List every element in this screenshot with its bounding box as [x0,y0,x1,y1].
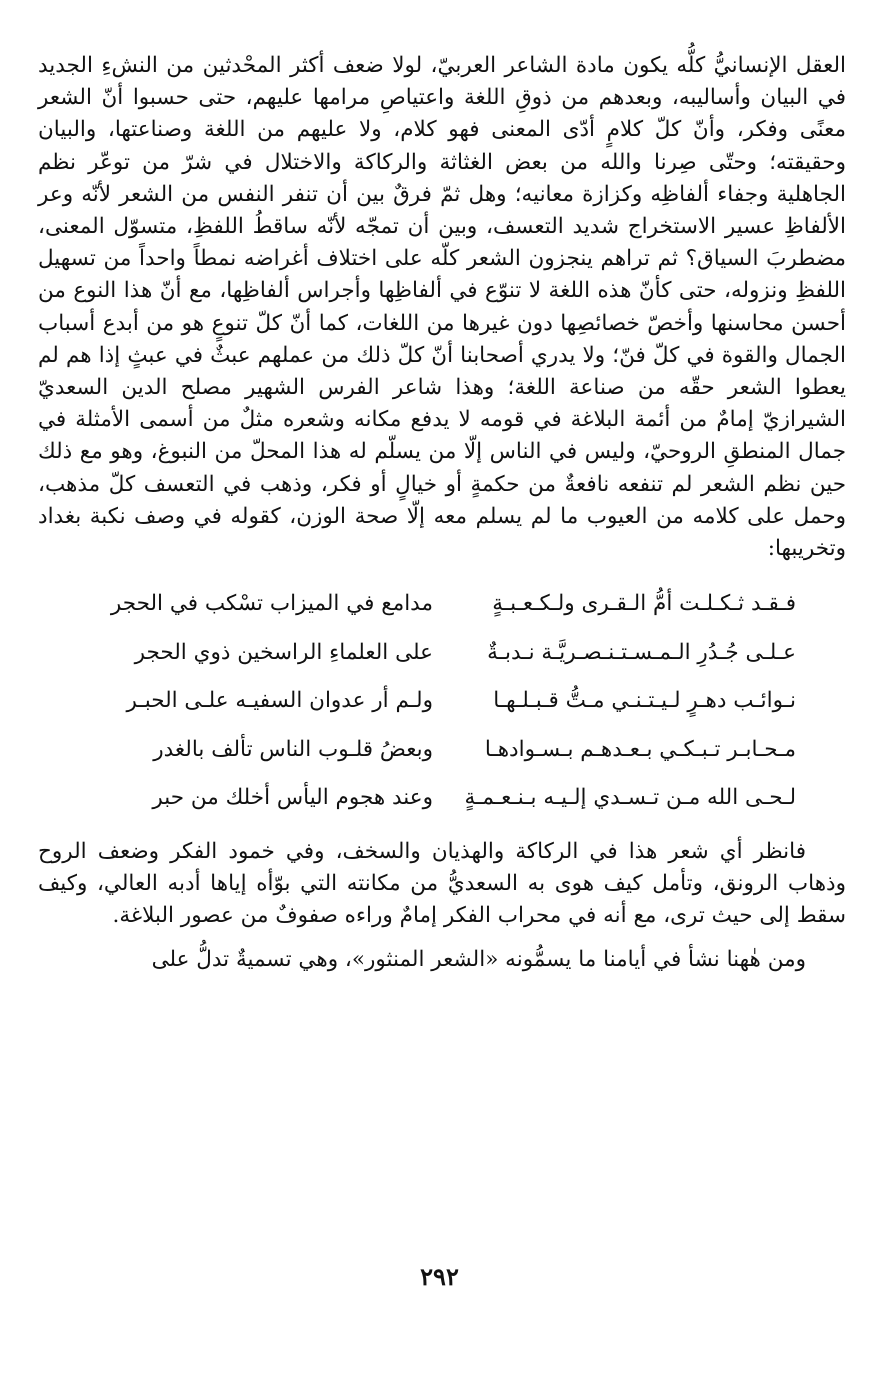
poem-hemistich-second: مدامع في الميزاب تسْكب في الحجر [110,591,433,616]
page-body [38,50,846,977]
poem-verse [38,725,846,774]
poem-verse [38,676,846,725]
poem-verse [38,579,846,628]
poem-hemistich-first: مـحـابـر تـبـكـي بـعـدهـم بـسـوادهـا [484,736,796,762]
poem-hemistich-first: عـلـى جُـدُرِ الـمـسـتـنـصـريَّـة نـدبـةٌ [487,639,796,665]
paragraph-after-poem: فانظر أي شعر هذا في الركاكة والهذيان والسخف، وفي خمود الفكر وضعف الروح وذهاب الرونق، وتأمل كيف هوى به السعديُّ من مكانته التي بوّأه إياها أدبه العالي، وكيف سقط إلى حيث ترى، مع أنه في محراب الفكر إمامٌ وراءه صفوفٌ من عصور البلاغة. [38,838,846,929]
poem-hemistich-second: وبعضُ قلـوب الناس تألف بالغدر [153,736,433,762]
poem-hemistich-first: لـحـى الله مـن تـسـدي إلـيـه بـنـعـمـةٍ [464,785,796,810]
paragraph-opening: العقل الإنسانيُّ كلُّه يكون مادة الشاعر العربيّ، لولا ضعف أكثر المحْدثين من النشءِ الجديد في البيان وأساليبه، وبعدهم من ذوقِ اللغة واعتياصِ مرامها عليهم، حتى حسبوا أنّ الشعر معنًى وفكر، وأنّ كلّ كلامٍ أدّى المعنى فهو كلام، ولا عليهم من اللغة وصناعتها، والبيان وحقيقته؛ وحتّى صِرنا والله من بعض الغثاثة والركاكة والاختلال في شرّ من توعّر نظم الجاهلية وجفاء ألفاظِه وكزازة معانيه؛ وهل ثمّ فرقٌ بين أن تنفر النفس من الشعر لأنّه وعر الألفاظِ عسير الاستخراج شديد التعسف، وبين أن تمجّه لأنّه ساقطُ اللفظِ، متسوّل المعنى، مضطربَ السياق؟ ثم تراهم ينجزون الشعر كلّه على اختلاف أغراضه نمطاً واحداً من تسهيل اللفظِ ونزوله، حتى كأنّ هذه اللغة لا تنوّع في ألفاظِها وأجراس ألفاظِها، مع أنّ هذا النوع من أحسن محاسنها وأخصّ خصائصِها دون غيرها من اللغات، كما أنّ كلّ تنوعٍ هو من أبدع أسباب الجمال والقوة في كلّ فنّ؛ ولا يدري أصحابنا أنّ كلّ ذلك من عملهم عبثٌ في عبثٍ إذا هم لم يعطوا الشعر حقّه من صناعة اللغة؛ وهذا شاعر الفرس الشهير مصلح الدين السعديّ الشيرازيّ إمامٌ من أئمة البلاغة في قومه لا يدفع مكانه وشعره مثلٌ من أسمى الأمثلة في جمال المنطقِ الروحيّ، وليس في الناس إلّا من يسلّم له هذا المحلّ من النبوغ، وهو مع ذلك حين نظم الشعر لم تنفعه نافعةٌ من حكمةٍ أو خيالٍ أو فكر، وذهب في التعسف كلّ مذهب، وحمل على كلامه من العيوب ما لم يسلم معه إلّا صحة الوزن، كقوله في وصف نكبة بغداد وتخريبها: [38,53,846,562]
poem-hemistich-second: ولـم أر عدوان السفيـه علـى الحبـر [126,688,433,713]
paragraph-closing: ومن هٰهنا نشأ في أيامنا ما يسمُّونه «الشعر المنثور»، وهي تسميةٌ تدلُّ على [151,947,806,973]
poem-hemistich-second: على العلماءِ الراسخين ذوي الحجر [134,639,433,665]
poem-verse [38,773,846,822]
poem-hemistich-second: وعند هجوم اليأس أخلك من حبر [152,785,433,810]
poem-hemistich-first: نـوائـب دهـرٍ لـيـتـنـي مـتُّ قـبـلـهـا [493,688,796,713]
poem-hemistich-first: فـقـد ثـكـلـت أمُّ الـقـرى ولـكـعـبـةٍ [492,591,796,616]
poem-block [38,579,846,822]
poem-verse [38,628,846,677]
page-number: ٢٩٢ [420,1262,459,1291]
